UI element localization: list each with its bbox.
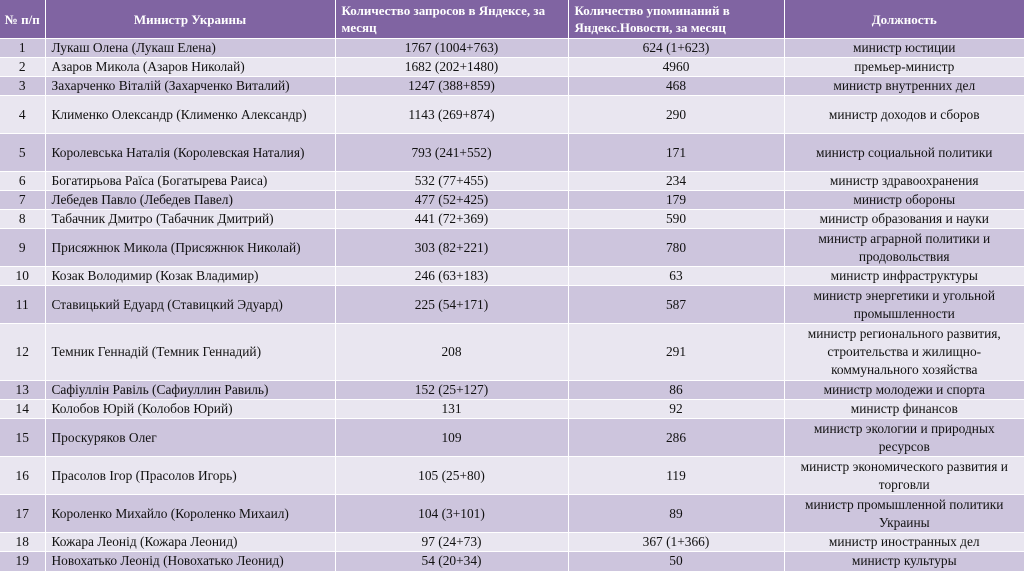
minister-name: Новохатько Леонід (Новохатько Леонид) <box>45 552 335 571</box>
position: министр иностранных дел <box>784 533 1024 552</box>
row-num: 17 <box>0 495 45 533</box>
table-row <box>0 172 1024 191</box>
mentions-count: 780 <box>568 229 784 267</box>
mentions-count: 290 <box>568 96 784 134</box>
table-row <box>0 495 1024 533</box>
mentions-count: 234 <box>568 172 784 191</box>
requests-count: 477 (52+425) <box>335 191 568 210</box>
mentions-count: 119 <box>568 457 784 495</box>
minister-name: Присяжнюк Микола (Присяжнюк Николай) <box>45 229 335 267</box>
row-num: 2 <box>0 58 45 77</box>
requests-count: 54 (20+34) <box>335 552 568 571</box>
minister-name: Сафіуллін Равіль (Сафиуллин Равиль) <box>45 381 335 400</box>
header-requests: Количество запросов в Яндексе, за месяц <box>335 0 568 39</box>
minister-name: Короленко Михайло (Короленко Михаил) <box>45 495 335 533</box>
minister-name: Прасолов Ігор (Прасолов Игорь) <box>45 457 335 495</box>
mentions-count: 4960 <box>568 58 784 77</box>
row-num: 10 <box>0 267 45 286</box>
mentions-count: 468 <box>568 77 784 96</box>
row-num: 11 <box>0 286 45 324</box>
row-num: 8 <box>0 210 45 229</box>
row-num: 9 <box>0 229 45 267</box>
position: министр юстиции <box>784 39 1024 58</box>
row-num: 7 <box>0 191 45 210</box>
minister-name: Лукаш Олена (Лукаш Елена) <box>45 39 335 58</box>
row-num: 3 <box>0 77 45 96</box>
minister-name: Колобов Юрій (Колобов Юрий) <box>45 400 335 419</box>
table-row <box>0 191 1024 210</box>
row-num: 12 <box>0 324 45 381</box>
table-row <box>0 552 1024 571</box>
row-num: 1 <box>0 39 45 58</box>
header-num: № п/п <box>0 0 45 39</box>
minister-name: Проскуряков Олег <box>45 419 335 457</box>
position: министр экономического развития и торговли <box>784 457 1024 495</box>
table-row <box>0 286 1024 324</box>
table-row <box>0 419 1024 457</box>
minister-name: Захарченко Віталій (Захарченко Виталий) <box>45 77 335 96</box>
table-row <box>0 457 1024 495</box>
minister-name: Ставицький Едуард (Ставицкий Эдуард) <box>45 286 335 324</box>
position: министр экологии и природных ресурсов <box>784 419 1024 457</box>
header-mentions: Количество упоминаний в Яндекс.Новости, за месяц <box>568 0 784 39</box>
requests-count: 1143 (269+874) <box>335 96 568 134</box>
row-num: 16 <box>0 457 45 495</box>
mentions-count: 587 <box>568 286 784 324</box>
header-position: Должность <box>784 0 1024 39</box>
mentions-count: 286 <box>568 419 784 457</box>
table-row <box>0 96 1024 134</box>
requests-count: 131 <box>335 400 568 419</box>
position: министр регионального развития, строительства и жилищно-коммунального хозяйства <box>784 324 1024 381</box>
minister-name: Козак Володимир (Козак Владимир) <box>45 267 335 286</box>
mentions-count: 291 <box>568 324 784 381</box>
table-row <box>0 58 1024 77</box>
position: министр обороны <box>784 191 1024 210</box>
position: министр образования и науки <box>784 210 1024 229</box>
mentions-count: 590 <box>568 210 784 229</box>
header-minister: Министр Украины <box>45 0 335 39</box>
position: министр финансов <box>784 400 1024 419</box>
mentions-count: 171 <box>568 134 784 172</box>
table-row <box>0 229 1024 267</box>
mentions-count: 92 <box>568 400 784 419</box>
table-row <box>0 77 1024 96</box>
requests-count: 1767 (1004+763) <box>335 39 568 58</box>
minister-name: Лебедев Павло (Лебедев Павел) <box>45 191 335 210</box>
requests-count: 441 (72+369) <box>335 210 568 229</box>
requests-count: 303 (82+221) <box>335 229 568 267</box>
position: премьер-министр <box>784 58 1024 77</box>
row-num: 4 <box>0 96 45 134</box>
requests-count: 532 (77+455) <box>335 172 568 191</box>
table-row <box>0 400 1024 419</box>
row-num: 5 <box>0 134 45 172</box>
position: министр энергетики и угольной промышленности <box>784 286 1024 324</box>
minister-name: Королевська Наталія (Королевская Наталия) <box>45 134 335 172</box>
requests-count: 1682 (202+1480) <box>335 58 568 77</box>
requests-count: 246 (63+183) <box>335 267 568 286</box>
requests-count: 225 (54+171) <box>335 286 568 324</box>
minister-name: Кожара Леонід (Кожара Леонид) <box>45 533 335 552</box>
mentions-count: 367 (1+366) <box>568 533 784 552</box>
requests-count: 97 (24+73) <box>335 533 568 552</box>
requests-count: 793 (241+552) <box>335 134 568 172</box>
position: министр здравоохранения <box>784 172 1024 191</box>
row-num: 6 <box>0 172 45 191</box>
minister-name: Темник Геннадій (Темник Геннадий) <box>45 324 335 381</box>
mentions-count: 63 <box>568 267 784 286</box>
requests-count: 152 (25+127) <box>335 381 568 400</box>
table-row <box>0 533 1024 552</box>
position: министр инфраструктуры <box>784 267 1024 286</box>
requests-count: 105 (25+80) <box>335 457 568 495</box>
table-row <box>0 210 1024 229</box>
table-row <box>0 324 1024 381</box>
table-row <box>0 134 1024 172</box>
minister-name: Табачник Дмитро (Табачник Дмитрий) <box>45 210 335 229</box>
mentions-count: 624 (1+623) <box>568 39 784 58</box>
mentions-count: 86 <box>568 381 784 400</box>
row-num: 18 <box>0 533 45 552</box>
table-row <box>0 381 1024 400</box>
mentions-count: 89 <box>568 495 784 533</box>
mentions-count: 50 <box>568 552 784 571</box>
position: министр доходов и сборов <box>784 96 1024 134</box>
position: министр аграрной политики и продовольствия <box>784 229 1024 267</box>
table-row <box>0 39 1024 58</box>
row-num: 19 <box>0 552 45 571</box>
requests-count: 208 <box>335 324 568 381</box>
row-num: 14 <box>0 400 45 419</box>
position: министр культуры <box>784 552 1024 571</box>
mentions-count: 179 <box>568 191 784 210</box>
position: министр молодежи и спорта <box>784 381 1024 400</box>
table-row <box>0 267 1024 286</box>
minister-name: Богатирьова Раїса (Богатырева Раиса) <box>45 172 335 191</box>
minister-name: Азаров Микола (Азаров Николай) <box>45 58 335 77</box>
row-num: 15 <box>0 419 45 457</box>
position: министр промышленной политики Украины <box>784 495 1024 533</box>
requests-count: 109 <box>335 419 568 457</box>
minister-name: Клименко Олександр (Клименко Александр) <box>45 96 335 134</box>
row-num: 13 <box>0 381 45 400</box>
position: министр социальной политики <box>784 134 1024 172</box>
requests-count: 1247 (388+859) <box>335 77 568 96</box>
requests-count: 104 (3+101) <box>335 495 568 533</box>
header-row <box>0 0 1024 39</box>
position: министр внутренних дел <box>784 77 1024 96</box>
